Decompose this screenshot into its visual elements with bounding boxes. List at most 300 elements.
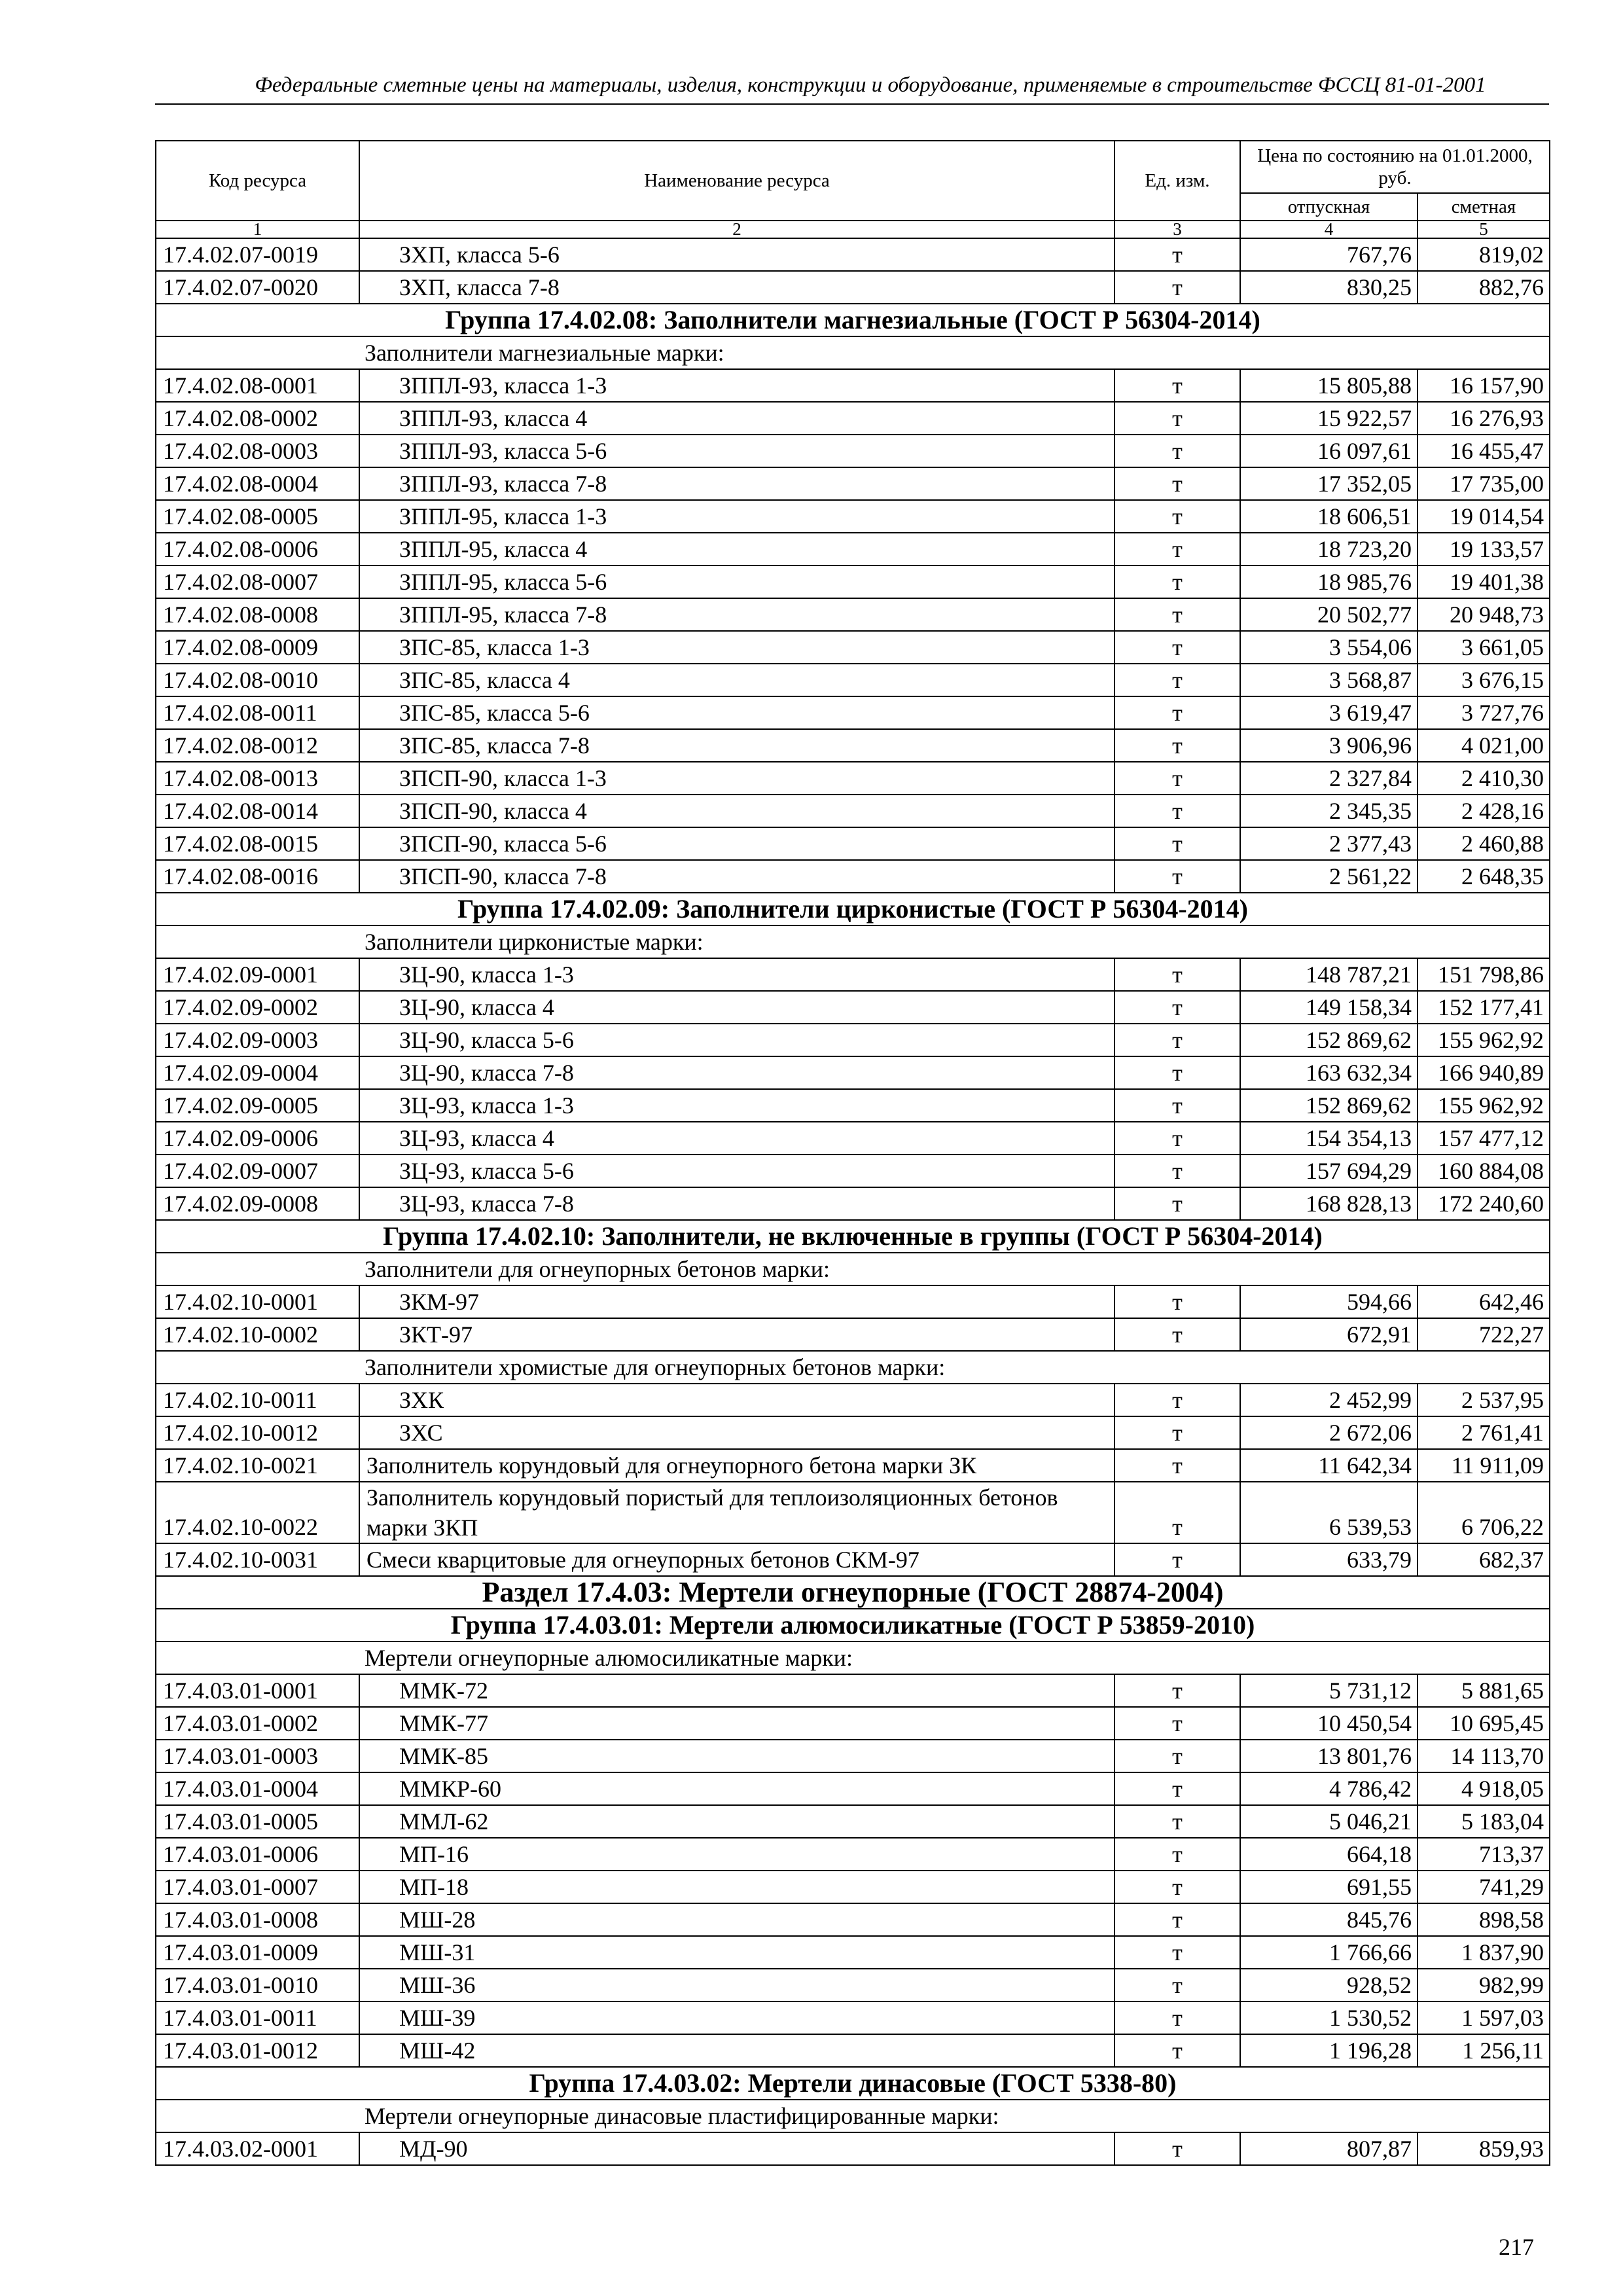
table-row [156,1416,1550,1449]
resource-name: ЗПСП-90, класса 4 [359,795,1115,827]
table-row [156,991,1550,1024]
subheading-row [156,1351,1550,1384]
resource-code: 17.4.02.08-0015 [156,827,359,860]
table-row [156,369,1550,402]
resource-code: 17.4.02.08-0001 [156,369,359,402]
resource-name: ЗППЛ-95, класса 1-3 [359,500,1115,533]
unit: т [1115,565,1240,598]
table-row [156,2001,1550,2034]
table-row [156,1318,1550,1351]
release-price: 830,25 [1240,271,1418,304]
resource-code: 17.4.02.08-0004 [156,467,359,500]
resource-code: 17.4.03.01-0007 [156,1871,359,1903]
unit: т [1115,2132,1240,2165]
unit: т [1115,1805,1240,1838]
unit: т [1115,369,1240,402]
estimate-price: 2 410,30 [1418,762,1550,795]
unit: т [1115,533,1240,565]
unit: т [1115,1449,1240,1482]
table-row [156,598,1550,631]
release-price: 11 642,34 [1240,1449,1418,1482]
resource-code: 17.4.02.09-0004 [156,1056,359,1089]
release-price: 2 452,99 [1240,1384,1418,1416]
release-price: 13 801,76 [1240,1740,1418,1772]
resource-name: ЗПС-85, класса 5-6 [359,696,1115,729]
unit: т [1115,696,1240,729]
group-heading-row [156,893,1550,925]
release-price: 3 568,87 [1240,664,1418,696]
estimate-price: 5 183,04 [1418,1805,1550,1838]
unit: т [1115,1838,1240,1871]
table-row [156,1772,1550,1805]
unit: т [1115,1187,1240,1220]
release-price: 157 694,29 [1240,1155,1418,1187]
resource-code: 17.4.02.08-0008 [156,598,359,631]
estimate-price: 3 661,05 [1418,631,1550,664]
table-row [156,1122,1550,1155]
group-heading: Группа 17.4.02.10: Заполнители, не включенные в группы (ГОСТ Р 56304-2014) [156,1220,1550,1253]
resource-name: ЗЦ-90, класса 1-3 [359,958,1115,991]
table-row [156,500,1550,533]
unit: т [1115,1285,1240,1318]
estimate-price: 160 884,08 [1418,1155,1550,1187]
group-heading-row [156,1220,1550,1253]
resource-name: ЗППЛ-95, класса 4 [359,533,1115,565]
release-price: 3 554,06 [1240,631,1418,664]
running-header: Федеральные сметные цены на материалы, изделия, конструкции и оборудование, применяемые в строительстве ФССЦ 81-01-2001 [255,73,1486,97]
resource-name: ЗЦ-93, класса 4 [359,1122,1115,1155]
unit: т [1115,1903,1240,1936]
subheading-row [156,925,1550,958]
table-row [156,435,1550,467]
release-price: 10 450,54 [1240,1707,1418,1740]
estimate-price: 3 676,15 [1418,664,1550,696]
release-price: 2 377,43 [1240,827,1418,860]
resource-code: 17.4.02.08-0014 [156,795,359,827]
unit: т [1115,762,1240,795]
resource-name: Заполнитель корундовый пористый для теплоизоляционных бетонов марки ЗКП [359,1482,1115,1543]
resource-name: ММК-85 [359,1740,1115,1772]
resource-code: 17.4.03.02-0001 [156,2132,359,2165]
release-price: 163 632,34 [1240,1056,1418,1089]
release-price: 1 530,52 [1240,2001,1418,2034]
estimate-price: 1 597,03 [1418,2001,1550,2034]
table-row [156,795,1550,827]
table-row [156,1707,1550,1740]
resource-code: 17.4.02.10-0011 [156,1384,359,1416]
resource-name: МП-16 [359,1838,1115,1871]
subheading: Заполнители цирконистые марки: [156,925,1550,958]
unit: т [1115,958,1240,991]
release-price: 5 731,12 [1240,1674,1418,1707]
table-row [156,1903,1550,1936]
resource-name: ММЛ-62 [359,1805,1115,1838]
resource-code: 17.4.02.09-0008 [156,1187,359,1220]
col-header-price: Цена по состоянию на 01.01.2000, руб. [1240,141,1550,193]
col-header-code: Код ресурса [156,141,359,221]
release-price: 1 196,28 [1240,2034,1418,2067]
resource-name: ЗХК [359,1384,1115,1416]
resource-code: 17.4.03.01-0008 [156,1903,359,1936]
estimate-price: 11 911,09 [1418,1449,1550,1482]
table-row [156,1285,1550,1318]
estimate-price: 172 240,60 [1418,1187,1550,1220]
col-header-release-price: отпускная [1240,193,1418,221]
resource-code: 17.4.02.08-0011 [156,696,359,729]
resource-name: ЗЦ-90, класса 4 [359,991,1115,1024]
release-price: 6 539,53 [1240,1482,1418,1543]
table-row [156,1089,1550,1122]
resource-code: 17.4.02.08-0013 [156,762,359,795]
resource-name: ЗЦ-93, класса 7-8 [359,1187,1115,1220]
resource-code: 17.4.02.10-0001 [156,1285,359,1318]
estimate-price: 17 735,00 [1418,467,1550,500]
estimate-price: 151 798,86 [1418,958,1550,991]
unit: т [1115,1056,1240,1089]
resource-code: 17.4.03.01-0005 [156,1805,359,1838]
estimate-price: 1 256,11 [1418,2034,1550,2067]
col-header-name: Наименование ресурса [359,141,1115,221]
unit: т [1115,598,1240,631]
estimate-price: 2 761,41 [1418,1416,1550,1449]
estimate-price: 898,58 [1418,1903,1550,1936]
estimate-price: 819,02 [1418,238,1550,271]
resource-name: ЗППЛ-95, класса 5-6 [359,565,1115,598]
resource-name: ЗХП, класса 7-8 [359,271,1115,304]
estimate-price: 882,76 [1418,271,1550,304]
resource-name: ММК-77 [359,1707,1115,1740]
table-row [156,1543,1550,1576]
resource-name: ЗПСП-90, класса 5-6 [359,827,1115,860]
table-row [156,271,1550,304]
group-heading: Группа 17.4.03.01: Мертели алюмосиликатные (ГОСТ Р 53859-2010) [156,1609,1550,1641]
table-row [156,1674,1550,1707]
table-row [156,827,1550,860]
release-price: 2 327,84 [1240,762,1418,795]
estimate-price: 16 157,90 [1418,369,1550,402]
estimate-price: 166 940,89 [1418,1056,1550,1089]
estimate-price: 859,93 [1418,2132,1550,2165]
release-price: 928,52 [1240,1969,1418,2001]
resource-name: ЗЦ-90, класса 5-6 [359,1024,1115,1056]
resource-code: 17.4.03.01-0004 [156,1772,359,1805]
table-row [156,762,1550,795]
resource-name: ЗЦ-93, класса 1-3 [359,1089,1115,1122]
table-row [156,1936,1550,1969]
unit: т [1115,402,1240,435]
resource-code: 17.4.02.08-0007 [156,565,359,598]
subheading-row [156,336,1550,369]
resource-name: МШ-39 [359,2001,1115,2034]
release-price: 2 672,06 [1240,1416,1418,1449]
release-price: 154 354,13 [1240,1122,1418,1155]
price-table [155,140,1550,2166]
unit: т [1115,1707,1240,1740]
unit: т [1115,1740,1240,1772]
release-price: 152 869,62 [1240,1089,1418,1122]
subheading-row [156,1641,1550,1674]
estimate-price: 642,46 [1418,1285,1550,1318]
subheading: Мертели огнеупорные динасовые пластифицированные марки: [156,2100,1550,2132]
resource-code: 17.4.02.10-0012 [156,1416,359,1449]
estimate-price: 713,37 [1418,1838,1550,1871]
table-row [156,1155,1550,1187]
resource-code: 17.4.03.01-0012 [156,2034,359,2067]
table-row [156,2132,1550,2165]
unit: т [1115,729,1240,762]
resource-name: МД-90 [359,2132,1115,2165]
group-heading: Группа 17.4.03.02: Мертели динасовые (ГОСТ 5338-80) [156,2067,1550,2100]
release-price: 594,66 [1240,1285,1418,1318]
unit: т [1115,1416,1240,1449]
resource-code: 17.4.02.09-0002 [156,991,359,1024]
estimate-price: 14 113,70 [1418,1740,1550,1772]
resource-code: 17.4.02.08-0006 [156,533,359,565]
unit: т [1115,2001,1240,2034]
estimate-price: 19 133,57 [1418,533,1550,565]
unit: т [1115,827,1240,860]
resource-code: 17.4.03.01-0003 [156,1740,359,1772]
resource-name: ЗПС-85, класса 7-8 [359,729,1115,762]
resource-name: МШ-42 [359,2034,1115,2067]
resource-name: ЗКТ-97 [359,1318,1115,1351]
unit: т [1115,238,1240,271]
resource-name: ММК-72 [359,1674,1115,1707]
resource-code: 17.4.02.10-0021 [156,1449,359,1482]
release-price: 17 352,05 [1240,467,1418,500]
table-row [156,1482,1550,1543]
resource-name: МП-18 [359,1871,1115,1903]
unit: т [1115,1024,1240,1056]
resource-code: 17.4.02.10-0022 [156,1482,359,1543]
resource-code: 17.4.03.01-0001 [156,1674,359,1707]
unit: т [1115,991,1240,1024]
group-heading-row [156,2067,1550,2100]
resource-name: ЗППЛ-93, класса 5-6 [359,435,1115,467]
unit: т [1115,1482,1240,1543]
resource-name: ЗПС-85, класса 4 [359,664,1115,696]
resource-name: МШ-36 [359,1969,1115,2001]
resource-code: 17.4.02.08-0009 [156,631,359,664]
resource-name: ЗПСП-90, класса 1-3 [359,762,1115,795]
estimate-price: 982,99 [1418,1969,1550,2001]
release-price: 18 985,76 [1240,565,1418,598]
table-row [156,1838,1550,1871]
release-price: 672,91 [1240,1318,1418,1351]
resource-name: ЗКМ-97 [359,1285,1115,1318]
table-row [156,1384,1550,1416]
estimate-price: 20 948,73 [1418,598,1550,631]
group-heading-row [156,1609,1550,1641]
release-price: 149 158,34 [1240,991,1418,1024]
header-divider [155,103,1549,105]
unit: т [1115,1674,1240,1707]
resource-code: 17.4.02.07-0020 [156,271,359,304]
release-price: 1 766,66 [1240,1936,1418,1969]
resource-code: 17.4.02.09-0005 [156,1089,359,1122]
estimate-price: 152 177,41 [1418,991,1550,1024]
estimate-price: 155 962,92 [1418,1024,1550,1056]
resource-name: ЗХС [359,1416,1115,1449]
resource-code: 17.4.03.01-0011 [156,2001,359,2034]
resource-code: 17.4.02.10-0002 [156,1318,359,1351]
resource-name: Заполнитель корундовый для огнеупорного бетона марки ЗК [359,1449,1115,1482]
release-price: 691,55 [1240,1871,1418,1903]
estimate-price: 19 401,38 [1418,565,1550,598]
resource-code: 17.4.02.08-0016 [156,860,359,893]
group-heading: Группа 17.4.02.08: Заполнители магнезиальные (ГОСТ Р 56304-2014) [156,304,1550,336]
estimate-price: 16 455,47 [1418,435,1550,467]
release-price: 2 345,35 [1240,795,1418,827]
subheading: Заполнители для огнеупорных бетонов марки: [156,1253,1550,1285]
resource-code: 17.4.02.08-0012 [156,729,359,762]
estimate-price: 2 460,88 [1418,827,1550,860]
unit: т [1115,271,1240,304]
unit: т [1115,1772,1240,1805]
resource-name: ЗППЛ-95, класса 7-8 [359,598,1115,631]
table-row [156,467,1550,500]
unit: т [1115,1122,1240,1155]
release-price: 3 619,47 [1240,696,1418,729]
resource-code: 17.4.03.01-0006 [156,1838,359,1871]
unit: т [1115,1384,1240,1416]
resource-name: ЗПС-85, класса 1-3 [359,631,1115,664]
col-number: 2 [359,221,1115,238]
table-row [156,1056,1550,1089]
table-row [156,2034,1550,2067]
release-price: 148 787,21 [1240,958,1418,991]
group-heading: Группа 17.4.02.09: Заполнители цирконистые (ГОСТ Р 56304-2014) [156,893,1550,925]
resource-code: 17.4.02.08-0010 [156,664,359,696]
table-row [156,1024,1550,1056]
estimate-price: 722,27 [1418,1318,1550,1351]
table-row [156,565,1550,598]
table-row [156,1187,1550,1220]
release-price: 664,18 [1240,1838,1418,1871]
resource-code: 17.4.03.01-0010 [156,1969,359,2001]
table-row [156,1969,1550,2001]
estimate-price: 1 837,90 [1418,1936,1550,1969]
resource-code: 17.4.02.08-0003 [156,435,359,467]
release-price: 16 097,61 [1240,435,1418,467]
release-price: 18 606,51 [1240,500,1418,533]
resource-code: 17.4.03.01-0009 [156,1936,359,1969]
table-row [156,1871,1550,1903]
unit: т [1115,631,1240,664]
unit: т [1115,435,1240,467]
resource-code: 17.4.02.09-0007 [156,1155,359,1187]
release-price: 2 561,22 [1240,860,1418,893]
subheading: Мертели огнеупорные алюмосиликатные марки: [156,1641,1550,1674]
resource-code: 17.4.02.10-0031 [156,1543,359,1576]
resource-name: ЗППЛ-93, класса 4 [359,402,1115,435]
resource-code: 17.4.02.07-0019 [156,238,359,271]
col-number: 1 [156,221,359,238]
release-price: 3 906,96 [1240,729,1418,762]
table-row [156,1805,1550,1838]
table-row [156,958,1550,991]
release-price: 15 922,57 [1240,402,1418,435]
unit: т [1115,1871,1240,1903]
estimate-price: 3 727,76 [1418,696,1550,729]
col-header-unit: Ед. изм. [1115,141,1240,221]
table-row [156,696,1550,729]
estimate-price: 157 477,12 [1418,1122,1550,1155]
unit: т [1115,664,1240,696]
unit: т [1115,1318,1240,1351]
resource-code: 17.4.02.08-0002 [156,402,359,435]
estimate-price: 682,37 [1418,1543,1550,1576]
estimate-price: 6 706,22 [1418,1482,1550,1543]
resource-code: 17.4.02.08-0005 [156,500,359,533]
subheading: Заполнители магнезиальные марки: [156,336,1550,369]
table-row [156,402,1550,435]
resource-code: 17.4.02.09-0003 [156,1024,359,1056]
col-number: 4 [1240,221,1418,238]
estimate-price: 2 537,95 [1418,1384,1550,1416]
estimate-price: 155 962,92 [1418,1089,1550,1122]
resource-name: МШ-31 [359,1936,1115,1969]
estimate-price: 4 918,05 [1418,1772,1550,1805]
resource-name: ЗППЛ-93, класса 7-8 [359,467,1115,500]
estimate-price: 5 881,65 [1418,1674,1550,1707]
unit: т [1115,1155,1240,1187]
col-number: 3 [1115,221,1240,238]
table-row [156,1449,1550,1482]
table-row [156,729,1550,762]
release-price: 20 502,77 [1240,598,1418,631]
estimate-price: 19 014,54 [1418,500,1550,533]
release-price: 633,79 [1240,1543,1418,1576]
table-row [156,238,1550,271]
unit: т [1115,500,1240,533]
resource-name: ММКР-60 [359,1772,1115,1805]
release-price: 15 805,88 [1240,369,1418,402]
table-row [156,1740,1550,1772]
release-price: 5 046,21 [1240,1805,1418,1838]
unit: т [1115,467,1240,500]
resource-name: ЗЦ-90, класса 7-8 [359,1056,1115,1089]
group-heading-row [156,304,1550,336]
unit: т [1115,1969,1240,2001]
unit: т [1115,1089,1240,1122]
release-price: 767,76 [1240,238,1418,271]
table-body [156,238,1550,2165]
col-number: 5 [1418,221,1550,238]
section-heading-row [156,1576,1550,1609]
release-price: 807,87 [1240,2132,1418,2165]
estimate-price: 2 648,35 [1418,860,1550,893]
release-price: 4 786,42 [1240,1772,1418,1805]
resource-name: ЗХП, класса 5-6 [359,238,1115,271]
resource-code: 17.4.02.09-0006 [156,1122,359,1155]
estimate-price: 10 695,45 [1418,1707,1550,1740]
resource-name: МШ-28 [359,1903,1115,1936]
unit: т [1115,860,1240,893]
table-row [156,533,1550,565]
col-header-estimate-price: сметная [1418,193,1550,221]
estimate-price: 4 021,00 [1418,729,1550,762]
unit: т [1115,795,1240,827]
subheading-row [156,1253,1550,1285]
release-price: 845,76 [1240,1903,1418,1936]
resource-code: 17.4.02.09-0001 [156,958,359,991]
subheading-row [156,2100,1550,2132]
unit: т [1115,2034,1240,2067]
subheading: Заполнители хромистые для огнеупорных бетонов марки: [156,1351,1550,1384]
table-row [156,860,1550,893]
estimate-price: 16 276,93 [1418,402,1550,435]
